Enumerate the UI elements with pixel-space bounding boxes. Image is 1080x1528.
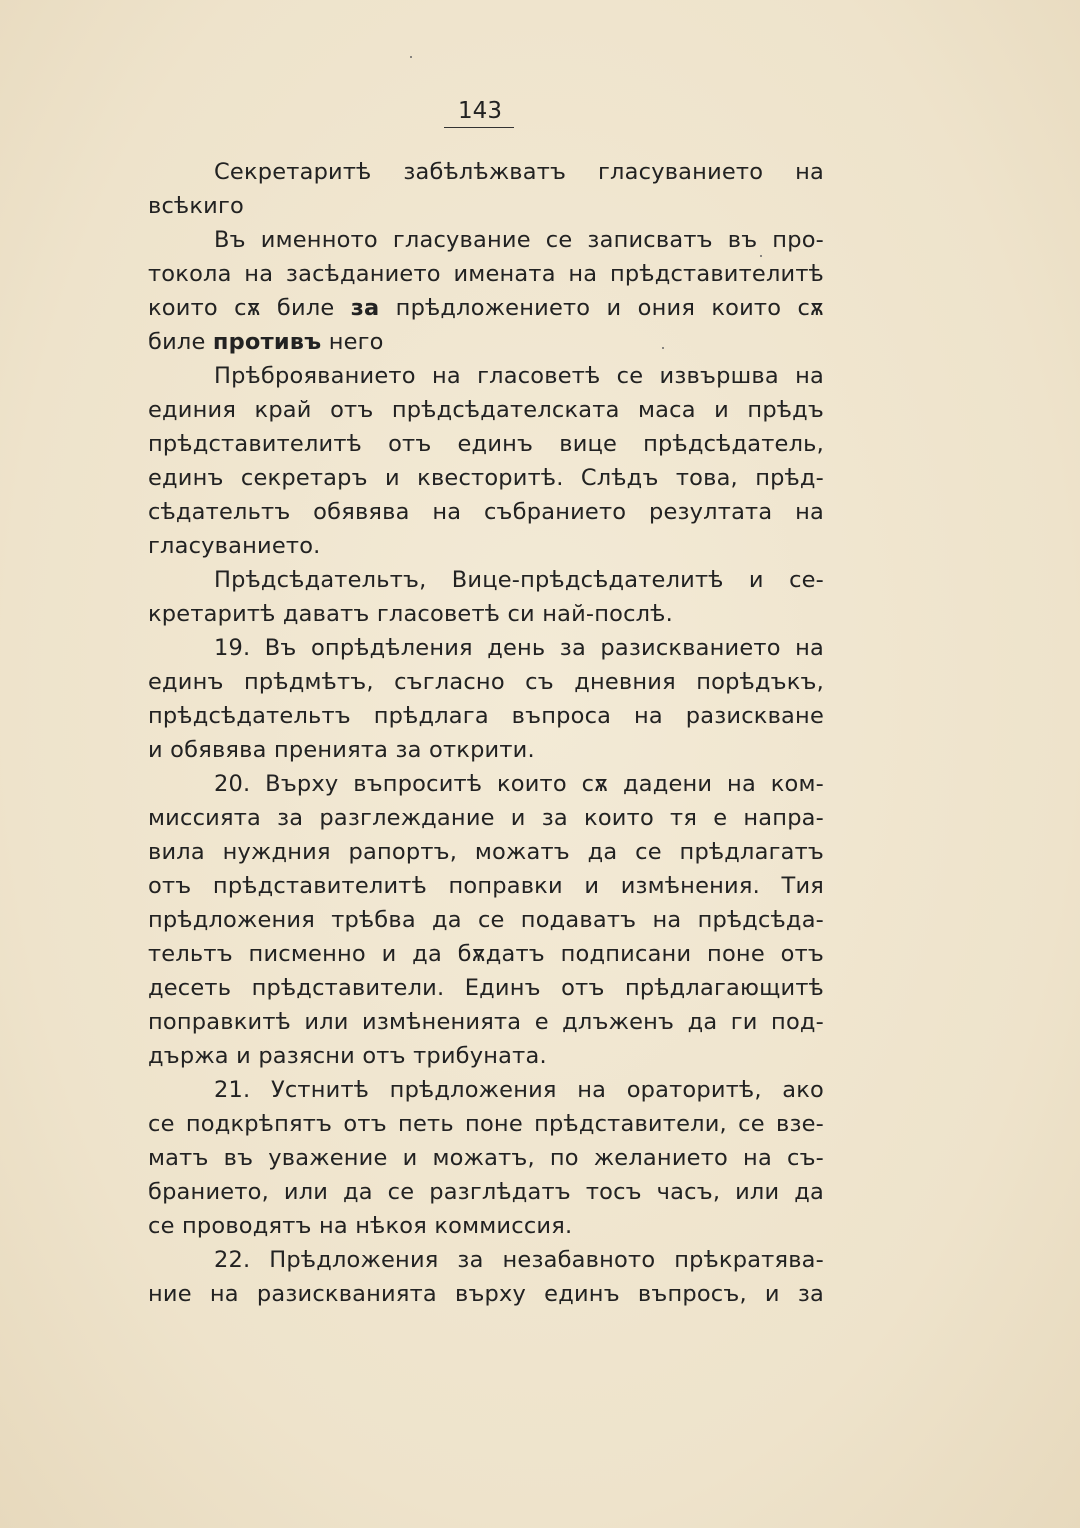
body-text [148, 155, 824, 1311]
text-line: Прѣдсѣдательтъ, Вице-прѣдсѣдателитѣ и се- [214, 567, 824, 593]
page-number-rule [444, 127, 514, 128]
text-line: прѣдложения трѣбва да се подаватъ на прѣдсѣда- [148, 907, 824, 933]
text-line: десеть прѣдставители. Единъ отъ прѣдлагающитѣ [148, 975, 824, 1001]
page-number: 143 [458, 98, 502, 124]
text-line: матъ въ уважение и можатъ, по желанието на съ- [148, 1145, 824, 1171]
text-segment: биле [148, 329, 213, 355]
text-line: Прѣброяванието на гласоветѣ се извършва на [214, 363, 824, 389]
text-line: 19. Въ опрѣдѣления день за разискванието на [214, 635, 824, 661]
text-line: токола на засѣданието имената на прѣдставителитѣ [148, 261, 824, 287]
text-segment: него [321, 329, 384, 355]
text-segment: прѣдложението и ония които сѫ [379, 295, 824, 321]
text-line: отъ прѣдставителитѣ поправки и измѣнения. Тия [148, 873, 824, 899]
text-line: Въ именното гласувание се записватъ въ про- [214, 227, 824, 253]
text-line: миссията за разглеждание и за които тя е напра- [148, 805, 824, 831]
text-line: единъ прѣдмѣтъ, съгласно съ дневния порѣдъкъ, [148, 669, 824, 695]
text-line: бранието, или да се разглѣдатъ тосъ часъ, или да [148, 1179, 824, 1205]
text-line: единъ секретаръ и квесторитѣ. Слѣдъ това, прѣд- [148, 465, 824, 491]
text-line: всѣкиго [148, 193, 244, 219]
text-line: и обявява пренията за открити. [148, 737, 535, 763]
text-line [148, 325, 824, 359]
text-line: прѣдсѣдательтъ прѣдлага въпроса на разискване [148, 703, 824, 729]
text-segment: които сѫ биле [148, 295, 351, 321]
text-line: 20. Върху въпроситѣ които сѫ дадени на ком- [214, 771, 824, 797]
bold-word: противъ [212, 329, 322, 355]
text-line: единия край отъ прѣдсѣдателската маса и прѣдъ [148, 397, 824, 423]
text-line: прѣдставителитѣ отъ единъ вице прѣдсѣдатель, [148, 431, 824, 457]
speck [760, 255, 762, 257]
speck [662, 347, 664, 349]
text-line: 22. Прѣдложения за незабавното прѣкратява- [214, 1247, 824, 1273]
text-line: поправкитѣ или измѣненията е длъженъ да ги под- [148, 1009, 824, 1035]
text-line: ние на разискванията върху единъ въпросъ, и за [148, 1281, 824, 1307]
text-line [148, 291, 824, 325]
bold-word: за [350, 295, 380, 321]
text-line: се подкрѣпятъ отъ петь поне прѣдставители, се взе- [148, 1111, 824, 1137]
text-line: гласуванието. [148, 533, 321, 559]
text-line: се проводятъ на нѣкоя коммиссия. [148, 1213, 573, 1239]
text-line: сѣдательтъ обявява на събранието резултата на [148, 499, 824, 525]
speck [410, 56, 412, 58]
text-line: вила нуждния рапортъ, можатъ да се прѣдлагатъ [148, 839, 824, 865]
text-line: 21. Устнитѣ прѣдложения на ораторитѣ, ако [214, 1077, 824, 1103]
text-line: Секретаритѣ забѣлѣжватъ гласуванието на [214, 159, 824, 185]
text-line: държа и разясни отъ трибуната. [148, 1043, 547, 1069]
text-line: кретаритѣ даватъ гласоветѣ си най-послѣ. [148, 601, 673, 627]
text-line: тельтъ писменно и да бѫдатъ подписани поне отъ [148, 941, 824, 967]
